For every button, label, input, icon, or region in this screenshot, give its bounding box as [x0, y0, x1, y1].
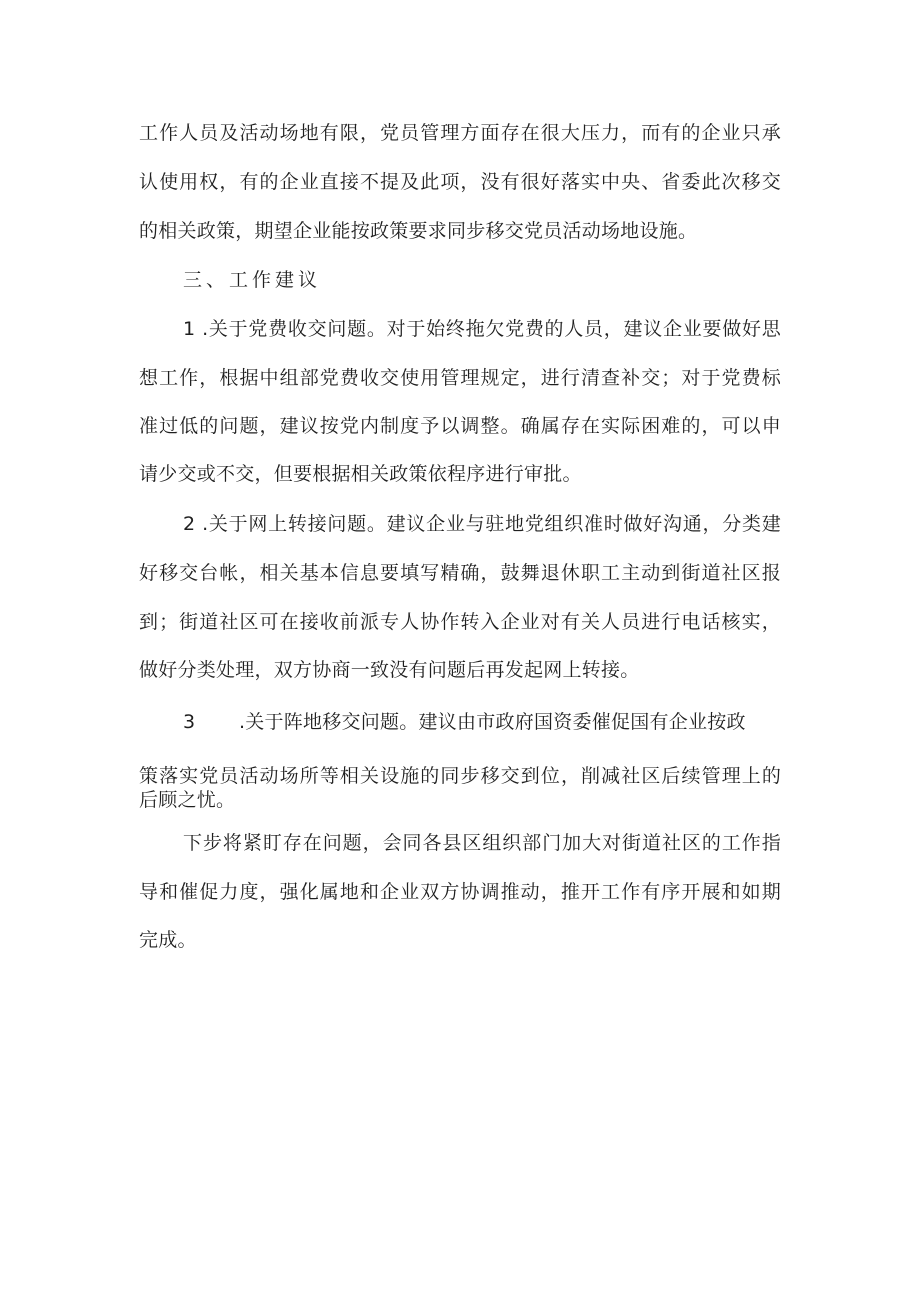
- paragraph-line: 导和催促力度，强化属地和企业双方协调推动，推开工作有序开展和如期: [139, 881, 781, 903]
- item-text: .关于阵地移交问题。建议由市政府国资委催促国有企业按政: [239, 711, 746, 733]
- paragraph-line: 想工作，根据中组部党费收交使用管理规定，进行清查补交；对于党费标: [139, 367, 781, 389]
- paragraph-line: 1 .关于党费收交问题。对于始终拖欠党费的人员，建议企业要做好思: [183, 318, 781, 340]
- paragraph-line: 请少交或不交，但要根据相关政策依程序进行审批。: [139, 463, 582, 485]
- item-number: 3: [183, 711, 196, 733]
- paragraph-line: [183, 710, 781, 734]
- paragraph-line: 2 .关于网上转接问题。建议企业与驻地党组织准时做好沟通，分类建: [183, 513, 781, 535]
- paragraph-line: 后顾之忧。: [139, 789, 236, 811]
- paragraph-line: 策落实党员活动场所等相关设施的同步移交到位，削减社区后续管理上的: [139, 765, 781, 787]
- paragraph-line: 好移交台帐，相关基本信息要填写精确，鼓舞退休职工主动到街道社区报: [139, 562, 781, 584]
- paragraph-line: 到；街道社区可在接收前派专人协作转入企业对有关人员进行电话核实，: [139, 611, 781, 633]
- paragraph-line: 准过低的问题，建议按党内制度予以调整。确属存在实际困难的，可以申: [139, 415, 781, 437]
- paragraph-line: 做好分类处理，双方协商一致没有问题后再发起网上转接。: [139, 659, 640, 681]
- paragraph-line: 的相关政策，期望企业能按政策要求同步移交党员活动场地设施。: [139, 220, 698, 242]
- paragraph-line: 下步将紧盯存在问题，会同各县区组织部门加大对街道社区的工作指: [183, 832, 781, 854]
- paragraph-line: 认使用权，有的企业直接不提及此项，没有很好落实中央、省委此次移交: [139, 171, 781, 193]
- paragraph-line: 完成。: [139, 929, 197, 951]
- paragraph-line: 工作人员及活动场地有限，党员管理方面存在很大压力，而有的企业只承: [139, 122, 781, 144]
- section-heading: 三、工作建议: [183, 269, 322, 291]
